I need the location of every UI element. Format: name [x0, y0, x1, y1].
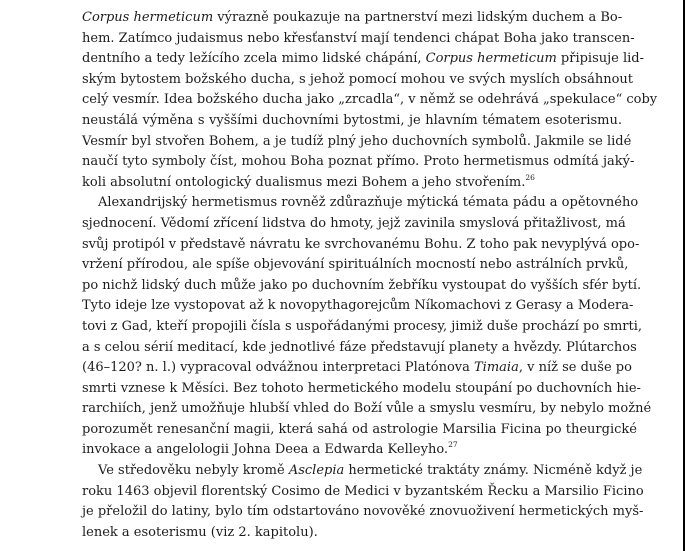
text-line — [82, 70, 633, 91]
text-segment: koli absolutní ontologický dualismus mezi Bohem a jeho stvořením. — [82, 174, 526, 190]
text-line — [82, 482, 644, 503]
text-line — [82, 523, 622, 544]
text-line — [82, 338, 637, 359]
text-line — [82, 502, 644, 523]
text-segment: po nichž lidský duch může jako po duchovním žebříku vystoupat do vyšších sfér bytí. — [82, 277, 642, 293]
book-page — [82, 8, 658, 543]
text-segment: hermetické traktáty známy. Nicméně když je — [344, 463, 643, 479]
text-line — [82, 399, 652, 420]
text-segment: sjednocení. Vědomí zřícení lidstva do hmoty, jejž zavinila smyslová přitažlivost, má — [82, 215, 626, 231]
text-segment: naučí tyto symboly číst, mohou Boha poznat přímo. Proto hermetismus odmítá jaký- — [82, 154, 635, 170]
italic-title: Corpus hermeticum — [425, 51, 557, 67]
text-segment: , v níž se duše po — [518, 360, 632, 376]
text-segment: neustálá výměna s vyššími duchovními bytostmi, je hlavním tématem esoterismu. — [82, 112, 622, 128]
text-line — [82, 420, 637, 441]
text-segment: (46–120? n. l.) vypracoval odvážnou interpretaci Platónova — [82, 360, 474, 376]
text-segment: Ve středověku nebyly kromě — [98, 463, 289, 479]
text-line — [82, 193, 639, 214]
text-segment: ským bytostem božského ducha, s jehož pomocí mohou ve svých myslích obsáhnout — [82, 71, 633, 87]
text-line — [82, 358, 632, 379]
text-segment: je přeložil do latiny, bylo tím odstartováno novověké znovuoživení hermetických myš- — [82, 504, 644, 520]
italic-title: Timaia — [474, 360, 519, 376]
text-segment: celý vesmír. Idea božského ducha jako „zrcadla“, v němž se odehrává „spekulace“ coby — [82, 92, 658, 108]
text-segment: výrazně poukazuje na partnerství mezi lidským duchem a Bo- — [213, 10, 623, 25]
text-line — [82, 29, 635, 50]
italic-title: Asclepia — [288, 463, 345, 479]
text-segment: připisuje lid- — [556, 51, 645, 67]
text-segment: lenek a esoterismu (viz 2. kapitolu). — [82, 524, 318, 540]
text-line — [82, 255, 629, 276]
text-line — [82, 276, 642, 297]
text-line — [82, 90, 658, 111]
paragraph — [82, 193, 652, 461]
text-line — [82, 317, 643, 338]
text-line — [82, 49, 645, 70]
paragraph — [82, 461, 644, 543]
text-line — [82, 8, 622, 29]
text-segment: Tyto ideje lze vystopovat až k novopythagorejcům Níkomachovi z Gerasy a Modera- — [82, 298, 634, 314]
text-line — [82, 214, 626, 235]
text-segment: tovi z Gad, kteří propojili čísla s uspořádanými procesy, jimiž duše prochází po smrti, — [82, 318, 643, 334]
text-line — [82, 440, 622, 461]
text-segment: Alexandrijský hermetismus rovněž zdůrazňuje mýtická témata pádu a opětovného — [98, 195, 639, 211]
text-segment: invokace a angelologii Johna Deea a Edwarda Kelleyho. — [82, 442, 449, 458]
text-segment: dentního a tedy ležícího zcela mimo lidské chápání, — [82, 51, 426, 67]
text-segment: roku 1463 objevil florentský Cosimo de Medici v byzantském Řecku a Marsilio Ficino — [82, 483, 644, 499]
text-segment: rarchiích, jenž umožňuje hlubší vhled do Boží vůle a smyslu vesmíru, by nebylo možné — [82, 401, 652, 417]
footnote-ref: 27 — [448, 440, 458, 450]
text-segment: svůj protipól v představě návratu ke svrchovanému Bohu. Z toho pak nevyplývá opo- — [82, 236, 640, 252]
text-line — [82, 132, 632, 153]
text-segment: smrti vznese k Měsíci. Bez tohoto hermetického modelu stoupání po duchovních hie- — [82, 380, 641, 396]
paragraph — [82, 8, 658, 193]
text-line — [82, 152, 635, 173]
text-segment: Vesmír byl stvořen Bohem, a je tudíž plný jeho duchovních symbolů. Jakmile se lidé — [82, 133, 632, 149]
text-segment: hem. Zatímco judaismus nebo křesťanství mají tendenci chápat Boha jako transcen- — [82, 30, 635, 46]
text-line — [82, 235, 640, 256]
text-segment: vržení přírodou, ale spíše objevování spirituálních mocností nebo astrálních prvků, — [82, 257, 629, 273]
text-line — [82, 173, 622, 194]
text-line — [82, 461, 643, 482]
italic-title: Corpus hermeticum — [82, 10, 214, 25]
text-line — [82, 111, 622, 132]
text-segment: porozumět renesanční magii, která sahá od astrologie Marsilia Ficina po theurgické — [82, 421, 637, 437]
text-segment: a s celou sérií meditací, kde jednotlivé fáze představují planety a hvězdy. Plútarchos — [82, 339, 637, 355]
text-line — [82, 296, 634, 317]
text-line — [82, 379, 641, 400]
footnote-ref: 26 — [525, 172, 535, 182]
